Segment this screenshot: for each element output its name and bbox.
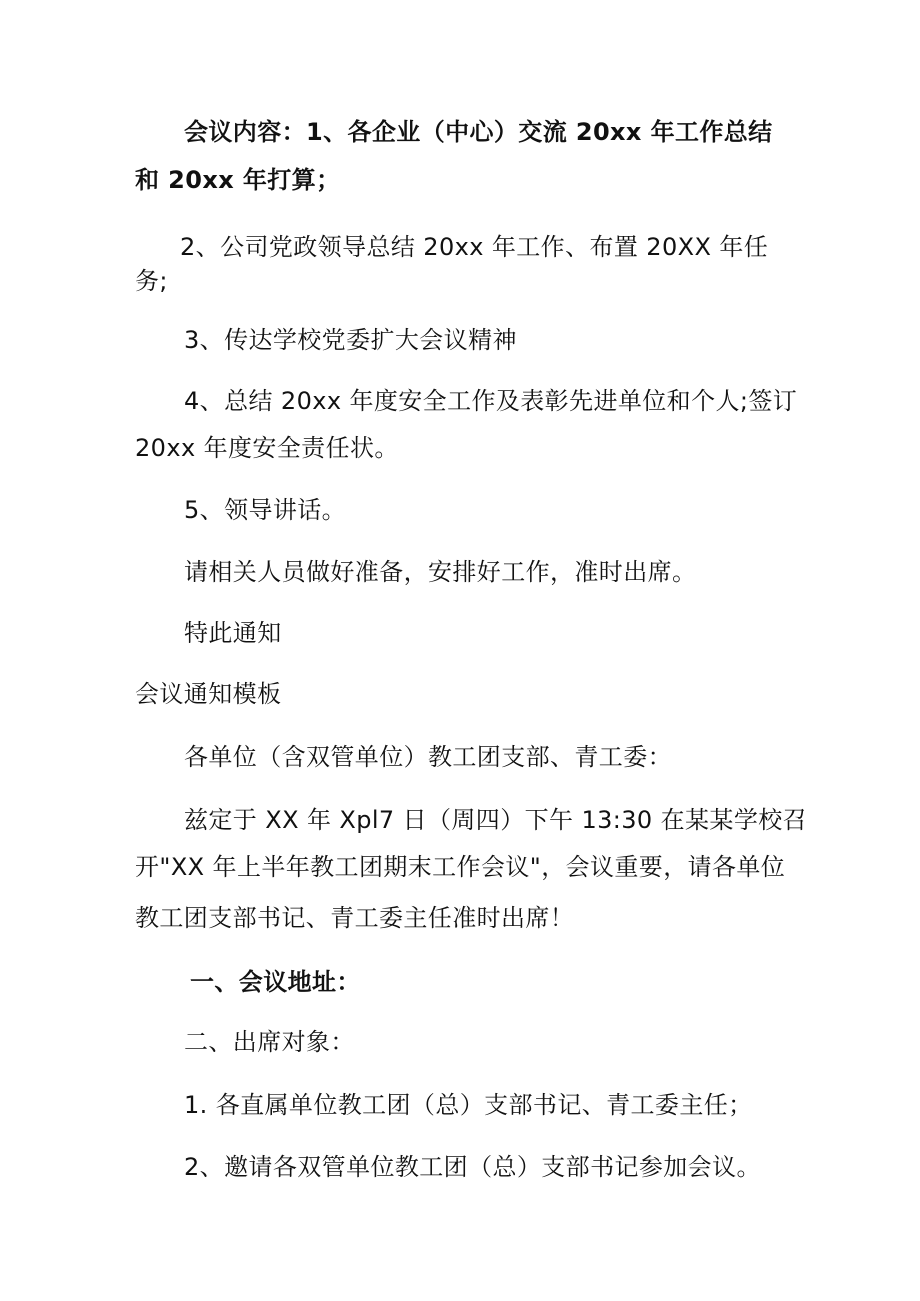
meeting-content-line-2: 和 20xx 年打算； <box>135 166 341 194</box>
item-5: 5、领导讲话。 <box>184 496 347 524</box>
attendee-1: 1. 各直属单位教工团（总）支部书记、青工委主任； <box>184 1091 753 1119</box>
item-3: 3、传达学校党委扩大会议精神 <box>184 326 517 354</box>
item-4-line-2: 20xx 年度安全责任状。 <box>135 434 399 462</box>
body-line-1: 兹定于 XX 年 Xpl7 日（周四）下午 13:30 在某某学校召 <box>184 806 808 834</box>
attendee-2: 2、邀请各双管单位教工团（总）支部书记参加会议。 <box>184 1153 761 1181</box>
section-1-heading: 一、会议地址： <box>190 968 361 996</box>
section-2-heading: 二、出席对象： <box>184 1028 355 1056</box>
special-notice: 特此通知 <box>184 619 282 647</box>
item-4-line-1: 4、总结 20xx 年度安全工作及表彰先进单位和个人;签订 <box>184 387 798 415</box>
item-2-line-1: 2、公司党政领导总结 20xx 年工作、布置 20XX 年任 <box>180 233 769 261</box>
item-2-line-2: 务; <box>135 267 168 295</box>
prepare-note: 请相关人员做好准备，安排好工作，准时出席。 <box>184 558 697 586</box>
body-line-2: 开"XX 年上半年教工团期末工作会议"，会议重要，请各单位 <box>135 853 786 881</box>
template-title: 会议通知模板 <box>135 680 282 708</box>
recipients: 各单位（含双管单位）教工团支部、青工委： <box>184 743 672 771</box>
body-line-3: 教工团支部书记、青工委主任准时出席！ <box>135 904 575 932</box>
meeting-content-line-1: 会议内容：1、各企业（中心）交流 20xx 年工作总结 <box>184 118 773 146</box>
